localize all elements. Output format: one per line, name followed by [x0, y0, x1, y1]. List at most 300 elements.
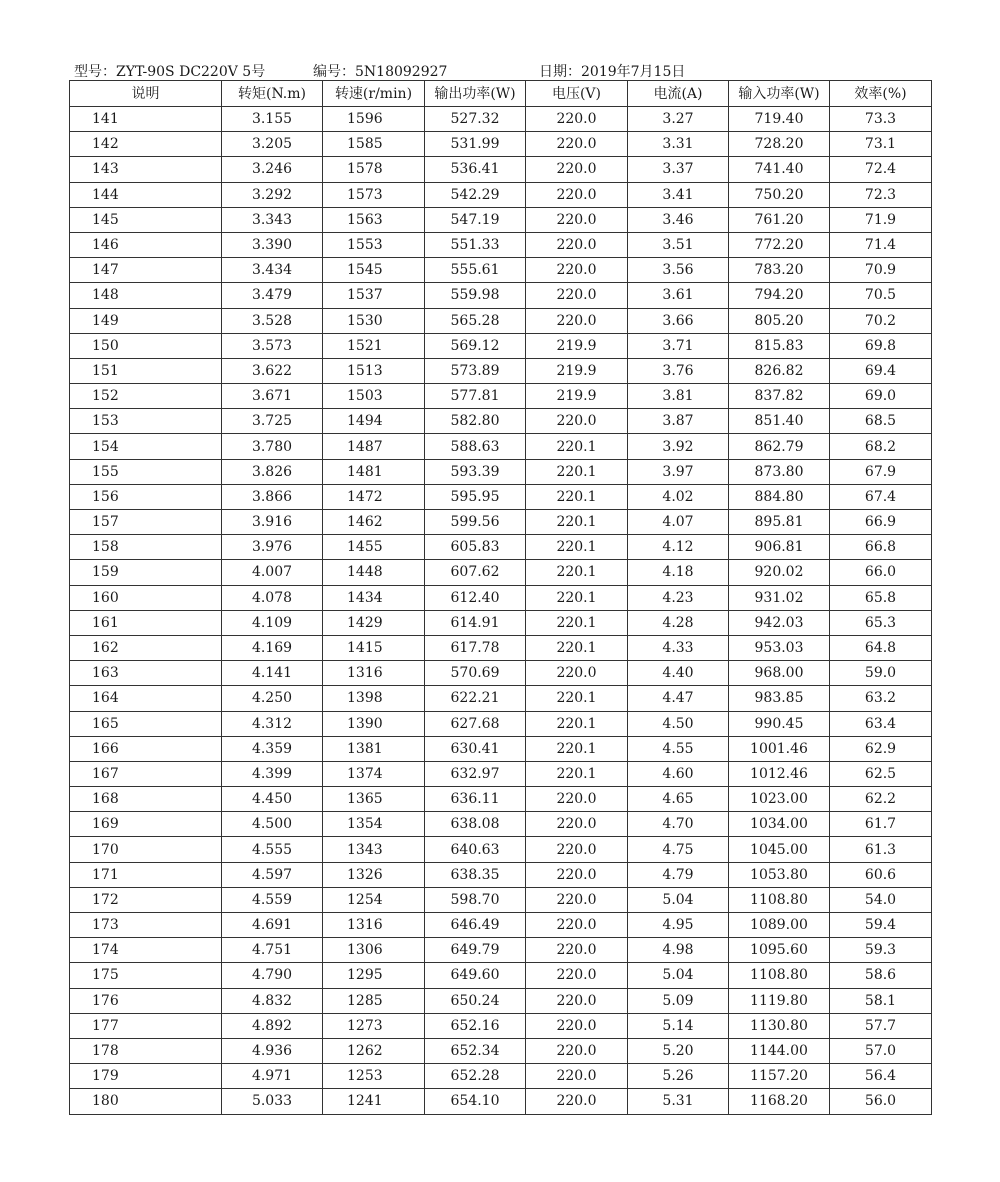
table-row [70, 107, 932, 132]
description-cell: 165 [70, 711, 222, 736]
description-cell: 171 [70, 862, 222, 887]
speed-cell: 1462 [323, 510, 425, 535]
speed-cell: 1448 [323, 560, 425, 585]
motor-test-table [69, 80, 932, 1115]
output-power-cell: 638.35 [425, 862, 526, 887]
efficiency-cell: 67.9 [830, 459, 932, 484]
input-power-cell: 794.20 [729, 283, 830, 308]
efficiency-cell: 66.9 [830, 510, 932, 535]
output-power-cell: 652.16 [425, 1013, 526, 1038]
table-row [70, 157, 932, 182]
voltage-cell: 219.9 [526, 333, 628, 358]
voltage-cell: 220.0 [526, 812, 628, 837]
input-power-cell: 805.20 [729, 308, 830, 333]
table-row [70, 1038, 932, 1063]
current-cell: 4.28 [628, 610, 729, 635]
efficiency-cell: 61.3 [830, 837, 932, 862]
efficiency-cell: 60.6 [830, 862, 932, 887]
speed-cell: 1415 [323, 635, 425, 660]
description-cell: 145 [70, 207, 222, 232]
input-power-cell: 1157.20 [729, 1064, 830, 1089]
voltage-cell: 220.0 [526, 887, 628, 912]
torque-cell: 4.892 [222, 1013, 323, 1038]
description-cell: 174 [70, 938, 222, 963]
efficiency-cell: 66.8 [830, 535, 932, 560]
output-power-cell: 638.08 [425, 812, 526, 837]
table-row [70, 358, 932, 383]
output-power-cell: 649.60 [425, 963, 526, 988]
voltage-cell: 220.0 [526, 1013, 628, 1038]
input-power-cell: 750.20 [729, 182, 830, 207]
torque-cell: 3.343 [222, 207, 323, 232]
torque-cell: 4.399 [222, 761, 323, 786]
output-power-cell: 630.41 [425, 736, 526, 761]
voltage-cell: 220.1 [526, 610, 628, 635]
voltage-cell: 220.0 [526, 913, 628, 938]
efficiency-cell: 71.9 [830, 207, 932, 232]
input-power-cell: 1034.00 [729, 812, 830, 837]
voltage-cell: 220.1 [526, 711, 628, 736]
output-power-cell: 605.83 [425, 535, 526, 560]
torque-cell: 3.390 [222, 232, 323, 257]
table-row [70, 384, 932, 409]
table-row [70, 232, 932, 257]
table-row [70, 736, 932, 761]
input-power-cell: 741.40 [729, 157, 830, 182]
column-header-current: 电流(A) [628, 81, 729, 107]
input-power-cell: 1023.00 [729, 787, 830, 812]
torque-cell: 4.250 [222, 686, 323, 711]
speed-cell: 1326 [323, 862, 425, 887]
description-cell: 178 [70, 1038, 222, 1063]
output-power-cell: 614.91 [425, 610, 526, 635]
speed-cell: 1553 [323, 232, 425, 257]
efficiency-cell: 69.4 [830, 358, 932, 383]
table-row [70, 459, 932, 484]
efficiency-cell: 70.9 [830, 258, 932, 283]
efficiency-cell: 56.0 [830, 1089, 932, 1114]
description-cell: 143 [70, 157, 222, 182]
output-power-cell: 646.49 [425, 913, 526, 938]
description-cell: 180 [70, 1089, 222, 1114]
output-power-cell: 577.81 [425, 384, 526, 409]
voltage-cell: 220.0 [526, 258, 628, 283]
speed-cell: 1578 [323, 157, 425, 182]
table-row [70, 409, 932, 434]
table-body [70, 107, 932, 1115]
speed-cell: 1390 [323, 711, 425, 736]
input-power-cell: 1108.80 [729, 963, 830, 988]
speed-cell: 1354 [323, 812, 425, 837]
current-cell: 4.47 [628, 686, 729, 711]
torque-cell: 4.555 [222, 837, 323, 862]
current-cell: 3.87 [628, 409, 729, 434]
table-row [70, 787, 932, 812]
torque-cell: 3.292 [222, 182, 323, 207]
description-cell: 148 [70, 283, 222, 308]
input-power-cell: 1108.80 [729, 887, 830, 912]
speed-cell: 1285 [323, 988, 425, 1013]
current-cell: 5.04 [628, 887, 729, 912]
current-cell: 3.41 [628, 182, 729, 207]
table-row [70, 938, 932, 963]
torque-cell: 3.479 [222, 283, 323, 308]
current-cell: 3.61 [628, 283, 729, 308]
table-row [70, 434, 932, 459]
output-power-cell: 555.61 [425, 258, 526, 283]
table-row [70, 862, 932, 887]
input-power-cell: 761.20 [729, 207, 830, 232]
efficiency-cell: 63.2 [830, 686, 932, 711]
voltage-cell: 220.1 [526, 635, 628, 660]
efficiency-cell: 56.4 [830, 1064, 932, 1089]
voltage-cell: 220.0 [526, 207, 628, 232]
efficiency-cell: 70.5 [830, 283, 932, 308]
output-power-cell: 622.21 [425, 686, 526, 711]
output-power-cell: 652.28 [425, 1064, 526, 1089]
input-power-cell: 1001.46 [729, 736, 830, 761]
voltage-cell: 220.0 [526, 409, 628, 434]
torque-cell: 3.976 [222, 535, 323, 560]
input-power-cell: 772.20 [729, 232, 830, 257]
voltage-cell: 220.0 [526, 862, 628, 887]
description-cell: 162 [70, 635, 222, 660]
torque-cell: 3.780 [222, 434, 323, 459]
table-row [70, 132, 932, 157]
torque-cell: 4.936 [222, 1038, 323, 1063]
current-cell: 3.66 [628, 308, 729, 333]
efficiency-cell: 65.3 [830, 610, 932, 635]
torque-cell: 4.169 [222, 635, 323, 660]
current-cell: 3.56 [628, 258, 729, 283]
torque-cell: 4.691 [222, 913, 323, 938]
speed-cell: 1434 [323, 585, 425, 610]
output-power-cell: 640.63 [425, 837, 526, 862]
speed-cell: 1254 [323, 887, 425, 912]
input-power-cell: 851.40 [729, 409, 830, 434]
description-cell: 164 [70, 686, 222, 711]
table-row [70, 333, 932, 358]
description-cell: 147 [70, 258, 222, 283]
output-power-cell: 536.41 [425, 157, 526, 182]
table-row [70, 635, 932, 660]
input-power-cell: 1119.80 [729, 988, 830, 1013]
speed-cell: 1487 [323, 434, 425, 459]
input-power-cell: 884.80 [729, 484, 830, 509]
efficiency-cell: 68.2 [830, 434, 932, 459]
efficiency-cell: 59.3 [830, 938, 932, 963]
voltage-cell: 220.0 [526, 1064, 628, 1089]
table-row [70, 812, 932, 837]
speed-cell: 1537 [323, 283, 425, 308]
table-row [70, 711, 932, 736]
input-power-cell: 942.03 [729, 610, 830, 635]
description-cell: 149 [70, 308, 222, 333]
table-row [70, 207, 932, 232]
output-power-cell: 531.99 [425, 132, 526, 157]
model-label: 型号：ZYT-90S DC220V 5号 [74, 64, 266, 80]
voltage-cell: 220.1 [526, 560, 628, 585]
torque-cell: 4.109 [222, 610, 323, 635]
efficiency-cell: 58.1 [830, 988, 932, 1013]
voltage-cell: 220.0 [526, 283, 628, 308]
speed-cell: 1316 [323, 913, 425, 938]
table-row [70, 761, 932, 786]
column-header-input-power: 输入功率(W) [729, 81, 830, 107]
table-row [70, 887, 932, 912]
output-power-cell: 588.63 [425, 434, 526, 459]
torque-cell: 4.971 [222, 1064, 323, 1089]
description-cell: 176 [70, 988, 222, 1013]
current-cell: 5.26 [628, 1064, 729, 1089]
input-power-cell: 983.85 [729, 686, 830, 711]
output-power-cell: 627.68 [425, 711, 526, 736]
speed-cell: 1494 [323, 409, 425, 434]
torque-cell: 4.790 [222, 963, 323, 988]
output-power-cell: 570.69 [425, 661, 526, 686]
table-row [70, 510, 932, 535]
current-cell: 4.75 [628, 837, 729, 862]
torque-cell: 4.559 [222, 887, 323, 912]
voltage-cell: 219.9 [526, 384, 628, 409]
input-power-cell: 990.45 [729, 711, 830, 736]
table-row [70, 837, 932, 862]
torque-cell: 4.141 [222, 661, 323, 686]
description-cell: 141 [70, 107, 222, 132]
table-row [70, 535, 932, 560]
speed-cell: 1398 [323, 686, 425, 711]
speed-cell: 1253 [323, 1064, 425, 1089]
output-power-cell: 551.33 [425, 232, 526, 257]
speed-cell: 1273 [323, 1013, 425, 1038]
description-cell: 172 [70, 887, 222, 912]
input-power-cell: 837.82 [729, 384, 830, 409]
torque-cell: 3.826 [222, 459, 323, 484]
output-power-cell: 607.62 [425, 560, 526, 585]
speed-cell: 1343 [323, 837, 425, 862]
input-power-cell: 873.80 [729, 459, 830, 484]
current-cell: 4.33 [628, 635, 729, 660]
efficiency-cell: 62.5 [830, 761, 932, 786]
voltage-cell: 220.1 [526, 510, 628, 535]
column-header-torque: 转矩(N.m) [222, 81, 323, 107]
current-cell: 4.65 [628, 787, 729, 812]
input-power-cell: 906.81 [729, 535, 830, 560]
voltage-cell: 220.0 [526, 308, 628, 333]
current-cell: 5.04 [628, 963, 729, 988]
table-row [70, 1089, 932, 1114]
description-cell: 173 [70, 913, 222, 938]
table-row [70, 560, 932, 585]
voltage-cell: 220.1 [526, 484, 628, 509]
speed-cell: 1295 [323, 963, 425, 988]
output-power-cell: 565.28 [425, 308, 526, 333]
description-cell: 159 [70, 560, 222, 585]
description-cell: 175 [70, 963, 222, 988]
current-cell: 4.95 [628, 913, 729, 938]
torque-cell: 4.359 [222, 736, 323, 761]
speed-cell: 1503 [323, 384, 425, 409]
table-row [70, 308, 932, 333]
table-row [70, 585, 932, 610]
current-cell: 3.97 [628, 459, 729, 484]
output-power-cell: 617.78 [425, 635, 526, 660]
current-cell: 4.55 [628, 736, 729, 761]
input-power-cell: 728.20 [729, 132, 830, 157]
current-cell: 4.70 [628, 812, 729, 837]
voltage-cell: 220.0 [526, 232, 628, 257]
description-cell: 152 [70, 384, 222, 409]
input-power-cell: 815.83 [729, 333, 830, 358]
description-cell: 158 [70, 535, 222, 560]
output-power-cell: 654.10 [425, 1089, 526, 1114]
efficiency-cell: 62.9 [830, 736, 932, 761]
efficiency-cell: 65.8 [830, 585, 932, 610]
efficiency-cell: 58.6 [830, 963, 932, 988]
torque-cell: 3.573 [222, 333, 323, 358]
table-header-row [70, 81, 932, 107]
description-cell: 154 [70, 434, 222, 459]
input-power-cell: 931.02 [729, 585, 830, 610]
speed-cell: 1472 [323, 484, 425, 509]
efficiency-cell: 67.4 [830, 484, 932, 509]
torque-cell: 3.528 [222, 308, 323, 333]
torque-cell: 3.866 [222, 484, 323, 509]
table-row [70, 484, 932, 509]
input-power-cell: 968.00 [729, 661, 830, 686]
description-cell: 155 [70, 459, 222, 484]
speed-cell: 1316 [323, 661, 425, 686]
voltage-cell: 220.0 [526, 182, 628, 207]
voltage-cell: 220.0 [526, 132, 628, 157]
torque-cell: 3.622 [222, 358, 323, 383]
voltage-cell: 220.1 [526, 535, 628, 560]
voltage-cell: 220.0 [526, 1089, 628, 1114]
current-cell: 3.81 [628, 384, 729, 409]
current-cell: 4.50 [628, 711, 729, 736]
speed-cell: 1521 [323, 333, 425, 358]
output-power-cell: 632.97 [425, 761, 526, 786]
efficiency-cell: 72.4 [830, 157, 932, 182]
column-header-efficiency: 效率(%) [830, 81, 932, 107]
speed-cell: 1241 [323, 1089, 425, 1114]
speed-cell: 1513 [323, 358, 425, 383]
speed-cell: 1530 [323, 308, 425, 333]
table-row [70, 1013, 932, 1038]
torque-cell: 4.500 [222, 812, 323, 837]
table-row [70, 182, 932, 207]
table-row [70, 963, 932, 988]
voltage-cell: 220.0 [526, 157, 628, 182]
current-cell: 4.07 [628, 510, 729, 535]
description-cell: 163 [70, 661, 222, 686]
date-label: 日期：2019年7月15日 [539, 64, 686, 80]
input-power-cell: 826.82 [729, 358, 830, 383]
table-row [70, 686, 932, 711]
input-power-cell: 783.20 [729, 258, 830, 283]
description-cell: 153 [70, 409, 222, 434]
output-power-cell: 527.32 [425, 107, 526, 132]
speed-cell: 1585 [323, 132, 425, 157]
speed-cell: 1573 [323, 182, 425, 207]
efficiency-cell: 71.4 [830, 232, 932, 257]
current-cell: 4.98 [628, 938, 729, 963]
output-power-cell: 569.12 [425, 333, 526, 358]
speed-cell: 1481 [323, 459, 425, 484]
input-power-cell: 1045.00 [729, 837, 830, 862]
description-cell: 156 [70, 484, 222, 509]
description-cell: 160 [70, 585, 222, 610]
input-power-cell: 1144.00 [729, 1038, 830, 1063]
description-cell: 169 [70, 812, 222, 837]
torque-cell: 3.205 [222, 132, 323, 157]
table-row [70, 283, 932, 308]
output-power-cell: 595.95 [425, 484, 526, 509]
input-power-cell: 1130.80 [729, 1013, 830, 1038]
output-power-cell: 542.29 [425, 182, 526, 207]
speed-cell: 1365 [323, 787, 425, 812]
voltage-cell: 220.1 [526, 434, 628, 459]
output-power-cell: 573.89 [425, 358, 526, 383]
output-power-cell: 599.56 [425, 510, 526, 535]
speed-cell: 1429 [323, 610, 425, 635]
voltage-cell: 220.1 [526, 585, 628, 610]
voltage-cell: 220.0 [526, 661, 628, 686]
description-cell: 157 [70, 510, 222, 535]
current-cell: 3.71 [628, 333, 729, 358]
output-power-cell: 593.39 [425, 459, 526, 484]
speed-cell: 1455 [323, 535, 425, 560]
efficiency-cell: 57.7 [830, 1013, 932, 1038]
efficiency-cell: 59.0 [830, 661, 932, 686]
voltage-cell: 220.0 [526, 963, 628, 988]
efficiency-cell: 70.2 [830, 308, 932, 333]
description-cell: 150 [70, 333, 222, 358]
current-cell: 3.31 [628, 132, 729, 157]
speed-cell: 1563 [323, 207, 425, 232]
output-power-cell: 649.79 [425, 938, 526, 963]
current-cell: 4.23 [628, 585, 729, 610]
input-power-cell: 1095.60 [729, 938, 830, 963]
efficiency-cell: 69.8 [830, 333, 932, 358]
current-cell: 4.12 [628, 535, 729, 560]
output-power-cell: 559.98 [425, 283, 526, 308]
efficiency-cell: 72.3 [830, 182, 932, 207]
column-header-description: 说明 [70, 81, 222, 107]
torque-cell: 3.916 [222, 510, 323, 535]
current-cell: 4.40 [628, 661, 729, 686]
table-row [70, 258, 932, 283]
current-cell: 3.51 [628, 232, 729, 257]
current-cell: 5.31 [628, 1089, 729, 1114]
table-row [70, 610, 932, 635]
current-cell: 3.37 [628, 157, 729, 182]
voltage-cell: 220.1 [526, 761, 628, 786]
output-power-cell: 612.40 [425, 585, 526, 610]
efficiency-cell: 66.0 [830, 560, 932, 585]
voltage-cell: 220.0 [526, 1038, 628, 1063]
current-cell: 5.14 [628, 1013, 729, 1038]
current-cell: 3.76 [628, 358, 729, 383]
speed-cell: 1545 [323, 258, 425, 283]
torque-cell: 3.155 [222, 107, 323, 132]
torque-cell: 4.450 [222, 787, 323, 812]
output-power-cell: 582.80 [425, 409, 526, 434]
voltage-cell: 220.1 [526, 686, 628, 711]
column-header-speed: 转速(r/min) [323, 81, 425, 107]
voltage-cell: 220.0 [526, 787, 628, 812]
current-cell: 3.46 [628, 207, 729, 232]
